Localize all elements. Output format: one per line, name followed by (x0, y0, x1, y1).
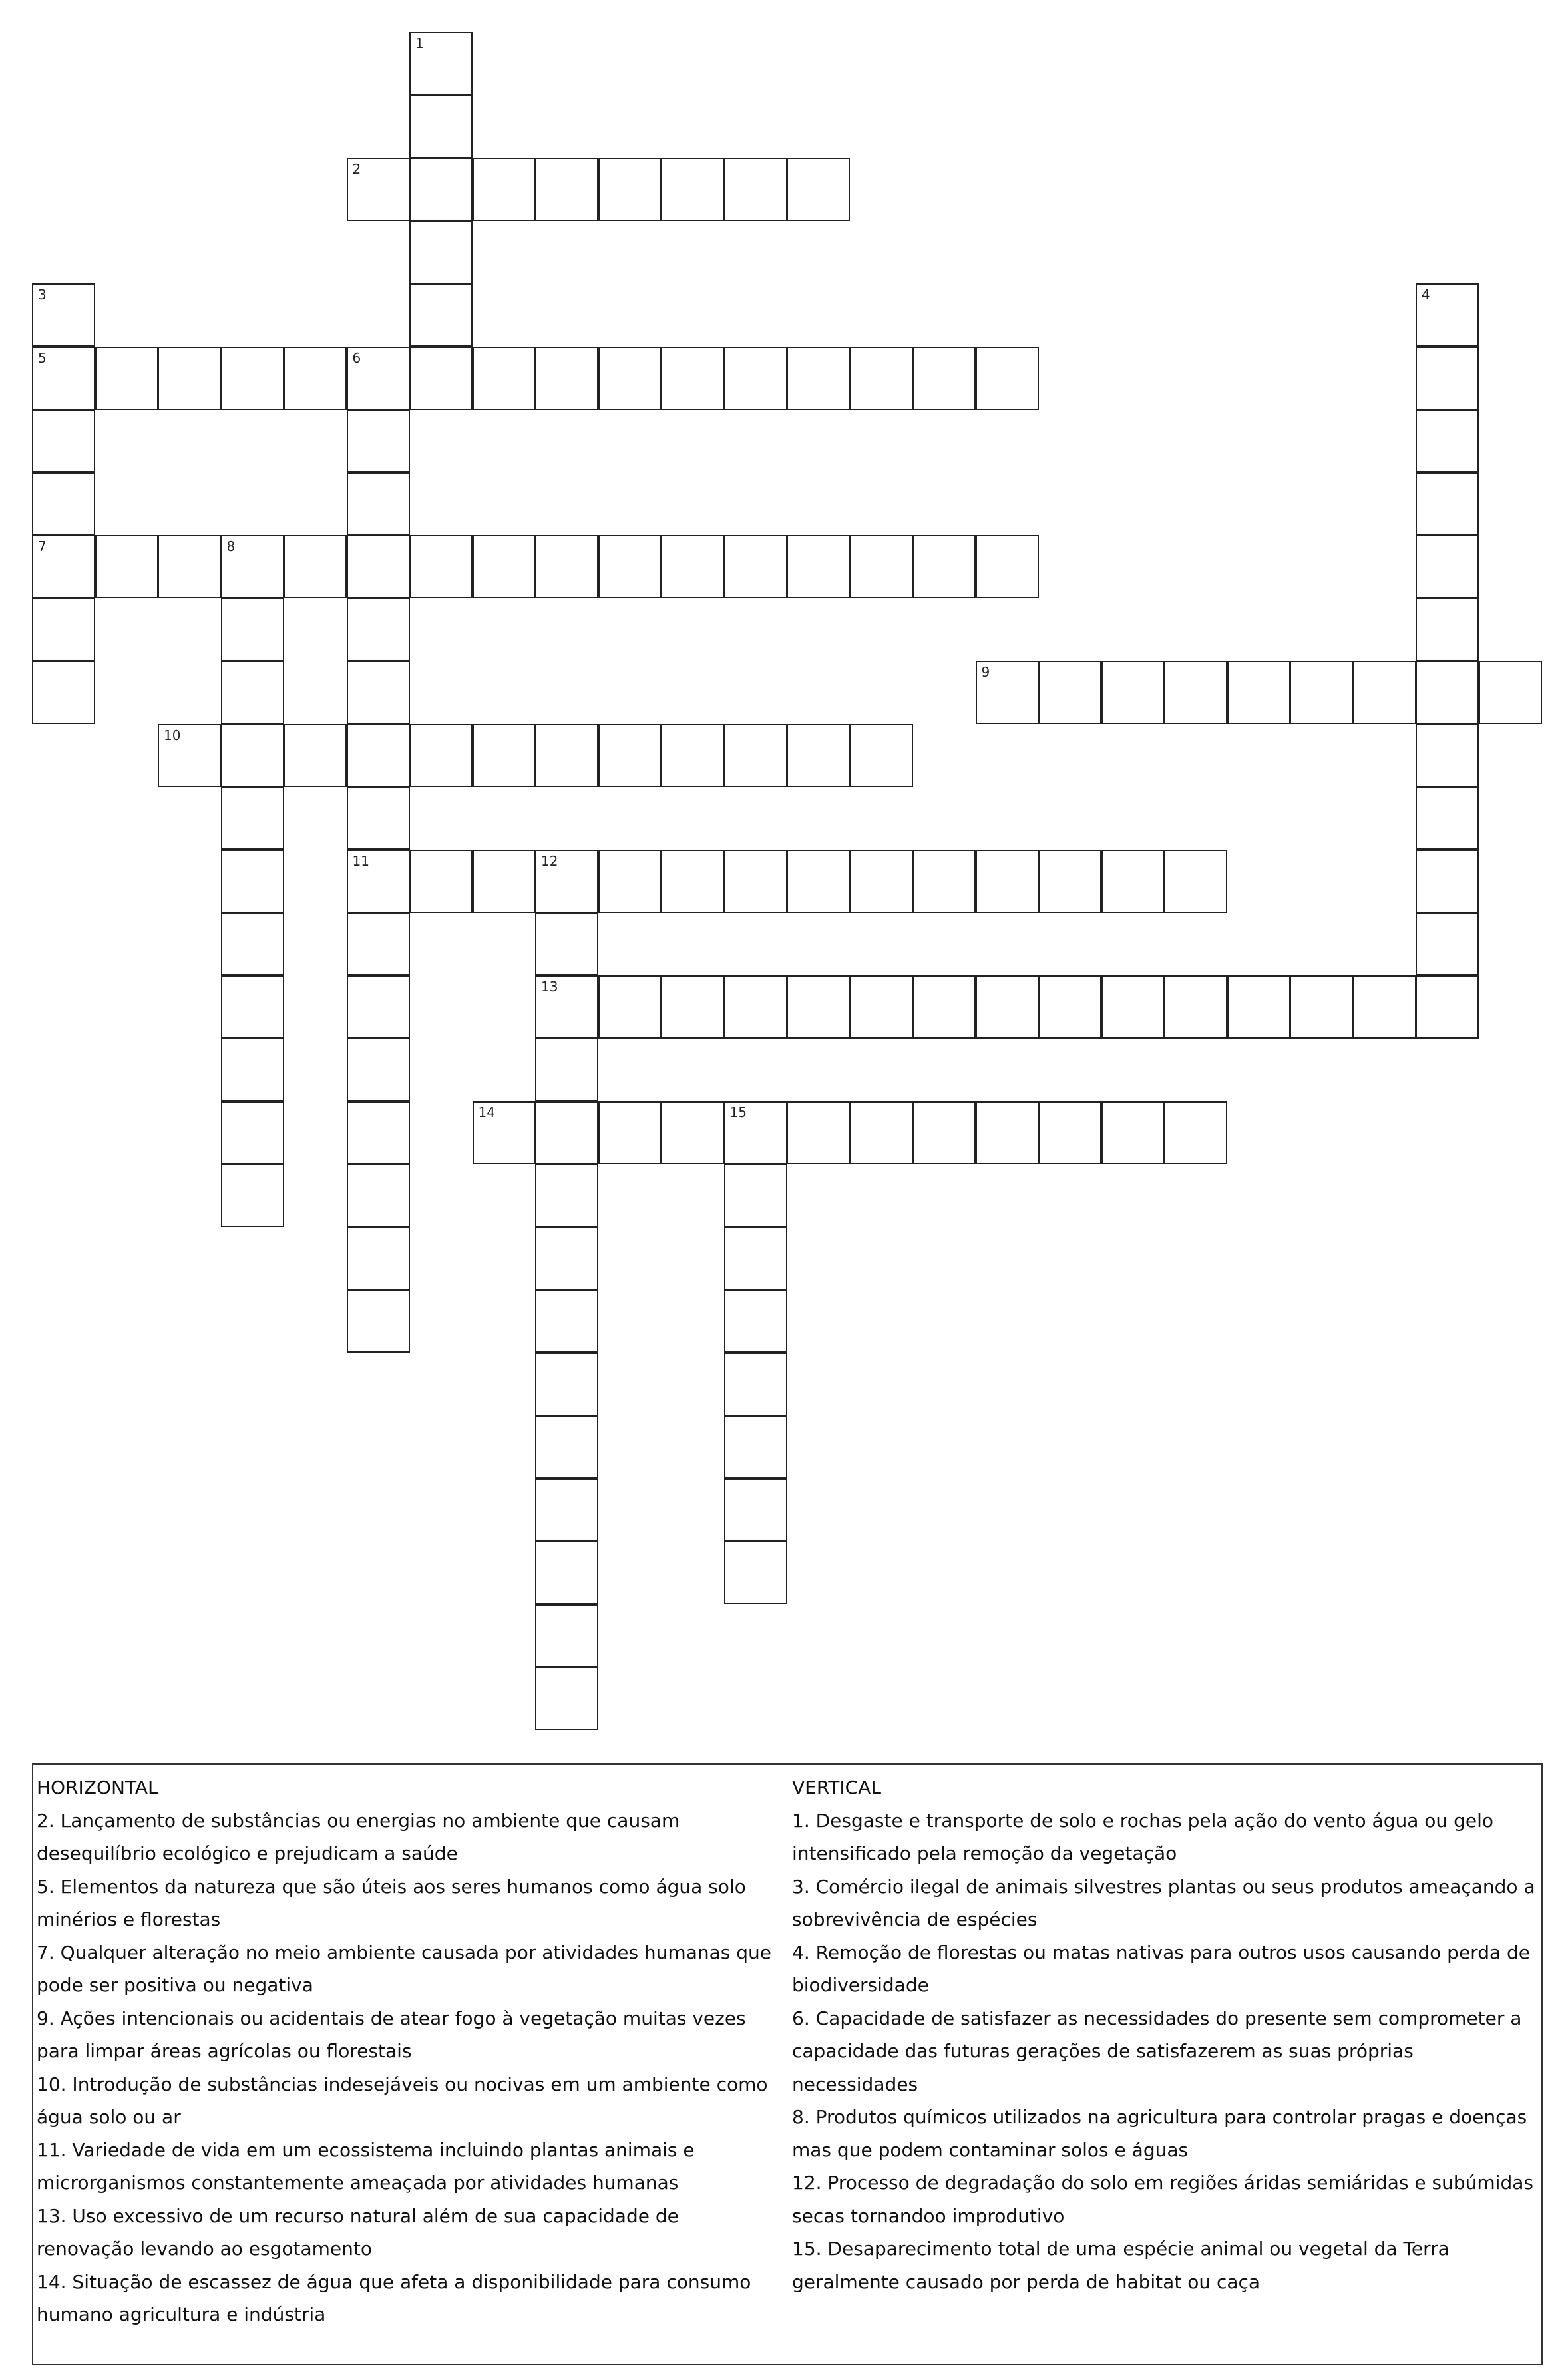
grid-cell[interactable] (976, 850, 1039, 913)
grid-cell[interactable] (912, 535, 976, 598)
grid-cell[interactable] (347, 1164, 410, 1227)
grid-cell[interactable] (724, 1164, 787, 1227)
grid-cell[interactable] (1101, 1101, 1165, 1164)
grid-cell[interactable] (1038, 975, 1101, 1039)
grid-cell[interactable] (1038, 661, 1101, 724)
grid-cell[interactable] (1479, 661, 1542, 724)
grid-cell[interactable] (850, 1101, 913, 1164)
grid-cell[interactable] (32, 535, 95, 598)
grid-cell[interactable] (1290, 975, 1353, 1039)
grid-cell[interactable] (724, 347, 787, 410)
grid-cell[interactable] (221, 912, 284, 975)
grid-cell[interactable] (598, 1101, 662, 1164)
clue-down-4: 4. Remoção de florestas ou matas nativas para outros usos causando perda de biodiversidade (792, 1941, 1531, 1996)
grid-cell[interactable] (598, 724, 662, 787)
grid-cell[interactable] (1416, 975, 1479, 1039)
grid-cell[interactable] (661, 975, 724, 1039)
grid-cell[interactable] (1353, 661, 1416, 724)
grid-cell[interactable] (724, 850, 787, 913)
grid-cell[interactable] (535, 1227, 598, 1290)
grid-cell[interactable] (787, 535, 850, 598)
clue-down-3: 3. Comércio ilegal de animais silvestres plantas ou seus produtos ameaçando a sobrevivência de espécies (792, 1875, 1535, 1930)
grid-cell[interactable] (535, 1541, 598, 1604)
grid-cell[interactable] (598, 975, 662, 1039)
grid-cell[interactable] (221, 724, 284, 787)
grid-cell[interactable] (535, 1604, 598, 1667)
grid-cell[interactable] (409, 158, 473, 221)
grid-cell[interactable] (724, 975, 787, 1039)
grid-cell[interactable] (724, 1101, 787, 1164)
clue-across-10: 10. Introdução de substâncias indesejáveis ou nocivas em um ambiente como água solo ou ar (37, 2073, 768, 2128)
grid-cell[interactable] (221, 850, 284, 913)
grid-cell[interactable] (32, 598, 95, 661)
cell-number: 15 (729, 1104, 747, 1120)
grid-cell[interactable] (1416, 347, 1479, 410)
cell-number: 8 (226, 538, 236, 554)
grid-cell[interactable] (347, 1227, 410, 1290)
grid-cell[interactable] (598, 850, 662, 913)
grid-cell[interactable] (787, 724, 850, 787)
grid-cell[interactable] (912, 1101, 976, 1164)
grid-cell[interactable] (535, 1667, 598, 1730)
grid-cell[interactable] (535, 1478, 598, 1542)
grid-cell[interactable] (912, 850, 976, 913)
grid-cell[interactable] (284, 535, 347, 598)
cell-number: 14 (478, 1104, 495, 1120)
grid-cell[interactable] (409, 535, 473, 598)
clue-down-6: 6. Capacidade de satisfazer as necessidades do presente sem comprometer a capacidade das futuras gerações de satisfazerem as suas próprias necessidades (792, 2007, 1522, 2095)
clue-across-2: 2. Lançamento de substâncias ou energias no ambiente que causam desequilíbrio ecológico e prejudicam a saúde (37, 1809, 680, 1864)
grid-cell[interactable] (221, 1164, 284, 1227)
grid-cell[interactable] (535, 724, 598, 787)
grid-cell[interactable] (1101, 975, 1165, 1039)
grid-cell[interactable] (347, 472, 410, 536)
grid-cell[interactable] (221, 786, 284, 850)
grid-cell[interactable] (158, 724, 221, 787)
grid-cell[interactable] (535, 912, 598, 975)
cell-number: 11 (352, 852, 369, 869)
grid-cell[interactable] (976, 347, 1039, 410)
grid-cell[interactable] (535, 1038, 598, 1101)
grid-cell[interactable] (535, 1353, 598, 1416)
grid-cell[interactable] (661, 347, 724, 410)
grid-cell[interactable] (787, 850, 850, 913)
cell-number: 5 (38, 349, 47, 366)
grid-cell[interactable] (221, 347, 284, 410)
grid-cell[interactable] (473, 158, 536, 221)
grid-cell[interactable] (409, 850, 473, 913)
grid-cell[interactable] (661, 535, 724, 598)
grid-cell[interactable] (409, 221, 473, 284)
grid-cell[interactable] (724, 1541, 787, 1604)
grid-cell[interactable] (221, 661, 284, 724)
grid-cell[interactable] (409, 347, 473, 410)
grid-cell[interactable] (1101, 850, 1165, 913)
grid-cell[interactable] (535, 158, 598, 221)
grid-cell[interactable] (1416, 535, 1479, 598)
grid-cell[interactable] (912, 975, 976, 1039)
clue-across-5: 5. Elementos da natureza que são úteis aos seres humanos como água solo minérios e florestas (37, 1875, 746, 1930)
grid-cell[interactable] (724, 1289, 787, 1353)
clue-across-14: 14. Situação de escassez de água que afeta a disponibilidade para consumo humano agricultura e indústria (37, 2270, 751, 2325)
cell-number: 6 (352, 349, 361, 366)
grid-cell[interactable] (850, 347, 913, 410)
grid-cell[interactable] (409, 95, 473, 158)
cell-number: 12 (541, 852, 558, 869)
grid-cell[interactable] (787, 1101, 850, 1164)
grid-cell[interactable] (347, 912, 410, 975)
grid-cell[interactable] (347, 598, 410, 661)
grid-cell[interactable] (221, 535, 284, 598)
grid-cell[interactable] (221, 1038, 284, 1101)
grid-cell[interactable] (1164, 850, 1227, 913)
grid-cell[interactable] (1416, 598, 1479, 661)
grid-cell[interactable] (787, 347, 850, 410)
grid-cell[interactable] (221, 975, 284, 1039)
grid-cell[interactable] (976, 975, 1039, 1039)
grid-cell[interactable] (32, 472, 95, 536)
grid-cell[interactable] (724, 724, 787, 787)
grid-cell[interactable] (158, 347, 221, 410)
grid-cell[interactable] (473, 1101, 536, 1164)
grid-cell[interactable] (1416, 912, 1479, 975)
grid-cell[interactable] (347, 409, 410, 472)
clue-down-12: 12. Processo de degradação do solo em regiões áridas semiáridas e subúmidas secas tornandoo improdutivo (792, 2172, 1533, 2227)
grid-cell[interactable] (347, 786, 410, 850)
grid-cell[interactable] (347, 535, 410, 598)
grid-cell[interactable] (473, 347, 536, 410)
grid-cell[interactable] (32, 409, 95, 472)
grid-cell[interactable] (32, 347, 95, 410)
grid-cell[interactable] (158, 535, 221, 598)
grid-cell[interactable] (221, 1101, 284, 1164)
grid-cell[interactable] (661, 1101, 724, 1164)
grid-cell[interactable] (1290, 661, 1353, 724)
grid-cell[interactable] (95, 347, 158, 410)
grid-cell[interactable] (1227, 661, 1290, 724)
across-clues (37, 1771, 782, 2331)
grid-cell[interactable] (1164, 975, 1227, 1039)
grid-cell[interactable] (850, 724, 913, 787)
clue-across-9: 9. Ações intencionais ou acidentais de atear fogo à vegetação muitas vezes para limpar áreas agrícolas ou florestais (37, 2007, 746, 2062)
grid-cell[interactable] (347, 347, 410, 410)
grid-cell[interactable] (409, 283, 473, 347)
grid-cell[interactable] (598, 347, 662, 410)
grid-cell[interactable] (724, 1353, 787, 1416)
clue-across-13: 13. Uso excessivo de um recurso natural além de sua capacidade de renovação levando ao esgotamento (37, 2204, 679, 2260)
grid-cell[interactable] (409, 724, 473, 787)
grid-cell[interactable] (850, 975, 913, 1039)
grid-cell[interactable] (347, 1101, 410, 1164)
grid-cell[interactable] (32, 283, 95, 347)
grid-cell[interactable] (284, 724, 347, 787)
grid-cell[interactable] (724, 1478, 787, 1542)
grid-cell[interactable] (661, 158, 724, 221)
grid-cell[interactable] (1038, 850, 1101, 913)
grid-cell[interactable] (1416, 724, 1479, 787)
grid-cell[interactable] (850, 535, 913, 598)
grid-cell[interactable] (1416, 472, 1479, 536)
grid-cell[interactable] (1227, 975, 1290, 1039)
grid-cell[interactable] (1101, 661, 1165, 724)
grid-cell[interactable] (976, 535, 1039, 598)
cell-number: 4 (1422, 287, 1430, 303)
grid-cell[interactable] (1416, 786, 1479, 850)
grid-cell[interactable] (850, 850, 913, 913)
clues-panel (32, 1763, 1543, 2365)
cell-number: 10 (164, 727, 181, 743)
cell-number: 1 (415, 35, 424, 51)
grid-cell[interactable] (1164, 1101, 1227, 1164)
grid-cell[interactable] (1164, 661, 1227, 724)
grid-cell[interactable] (661, 850, 724, 913)
grid-cell[interactable] (1416, 283, 1479, 347)
grid-cell[interactable] (347, 661, 410, 724)
grid-cell[interactable] (535, 1101, 598, 1164)
grid-cell[interactable] (535, 1164, 598, 1227)
grid-cell[interactable] (1038, 1101, 1101, 1164)
clue-across-7: 7. Qualquer alteração no meio ambiente causada por atividades humanas que pode ser positiva ou negativa (37, 1941, 771, 1996)
grid-cell[interactable] (787, 975, 850, 1039)
grid-cell[interactable] (32, 661, 95, 724)
grid-cell[interactable] (95, 535, 158, 598)
grid-cell[interactable] (535, 1415, 598, 1478)
grid-cell[interactable] (284, 347, 347, 410)
clue-down-15: 15. Desaparecimento total de uma espécie animal ou vegetal da Terra geralmente causado por perda de habitat ou caça (792, 2238, 1450, 2293)
grid-cell[interactable] (535, 1289, 598, 1353)
clue-across-11: 11. Variedade de vida em um ecossistema incluindo plantas animais e microrganismos constantemente ameaçada por atividades humanas (37, 2138, 695, 2194)
cell-number: 9 (981, 664, 990, 680)
grid-cell[interactable] (661, 724, 724, 787)
grid-cell[interactable] (1353, 975, 1416, 1039)
grid-cell[interactable] (347, 158, 410, 221)
grid-cell[interactable] (976, 1101, 1039, 1164)
grid-cell[interactable] (409, 32, 473, 95)
grid-cell[interactable] (347, 850, 410, 913)
grid-cell[interactable] (347, 1038, 410, 1101)
grid-cell[interactable] (535, 850, 598, 913)
cell-number: 3 (38, 287, 47, 303)
grid-cell[interactable] (535, 535, 598, 598)
grid-cell[interactable] (724, 1227, 787, 1290)
clue-down-1: 1. Desgaste e transporte de solo e rochas pela ação do vento água ou gelo intensificado pela remoção da vegetação (792, 1809, 1493, 1864)
grid-cell[interactable] (787, 158, 850, 221)
clue-down-8: 8. Produtos químicos utilizados na agricultura para controlar pragas e doenças mas que podem contaminar solos e águas (792, 2106, 1527, 2161)
grid-cell[interactable] (598, 535, 662, 598)
grid-cell[interactable] (473, 724, 536, 787)
grid-cell[interactable] (724, 158, 787, 221)
grid-cell[interactable] (1416, 661, 1479, 724)
grid-cell[interactable] (1416, 850, 1479, 913)
cell-number: 13 (541, 978, 558, 995)
cell-number: 2 (352, 161, 361, 177)
grid-cell[interactable] (347, 724, 410, 787)
cell-number: 7 (38, 538, 47, 554)
down-clues (792, 1771, 1537, 2298)
grid-cell[interactable] (535, 975, 598, 1039)
down-heading: VERTICAL (792, 1777, 881, 1798)
grid-cell[interactable] (347, 1289, 410, 1353)
grid-cell[interactable] (912, 347, 976, 410)
grid-cell[interactable] (1416, 409, 1479, 472)
grid-cell[interactable] (221, 598, 284, 661)
grid-cell[interactable] (347, 975, 410, 1039)
grid-cell[interactable] (473, 850, 536, 913)
grid-cell[interactable] (535, 347, 598, 410)
grid-cell[interactable] (724, 535, 787, 598)
grid-cell[interactable] (976, 661, 1039, 724)
grid-cell[interactable] (598, 158, 662, 221)
grid-cell[interactable] (473, 535, 536, 598)
grid-cell[interactable] (724, 1415, 787, 1478)
across-heading: HORIZONTAL (37, 1777, 158, 1798)
